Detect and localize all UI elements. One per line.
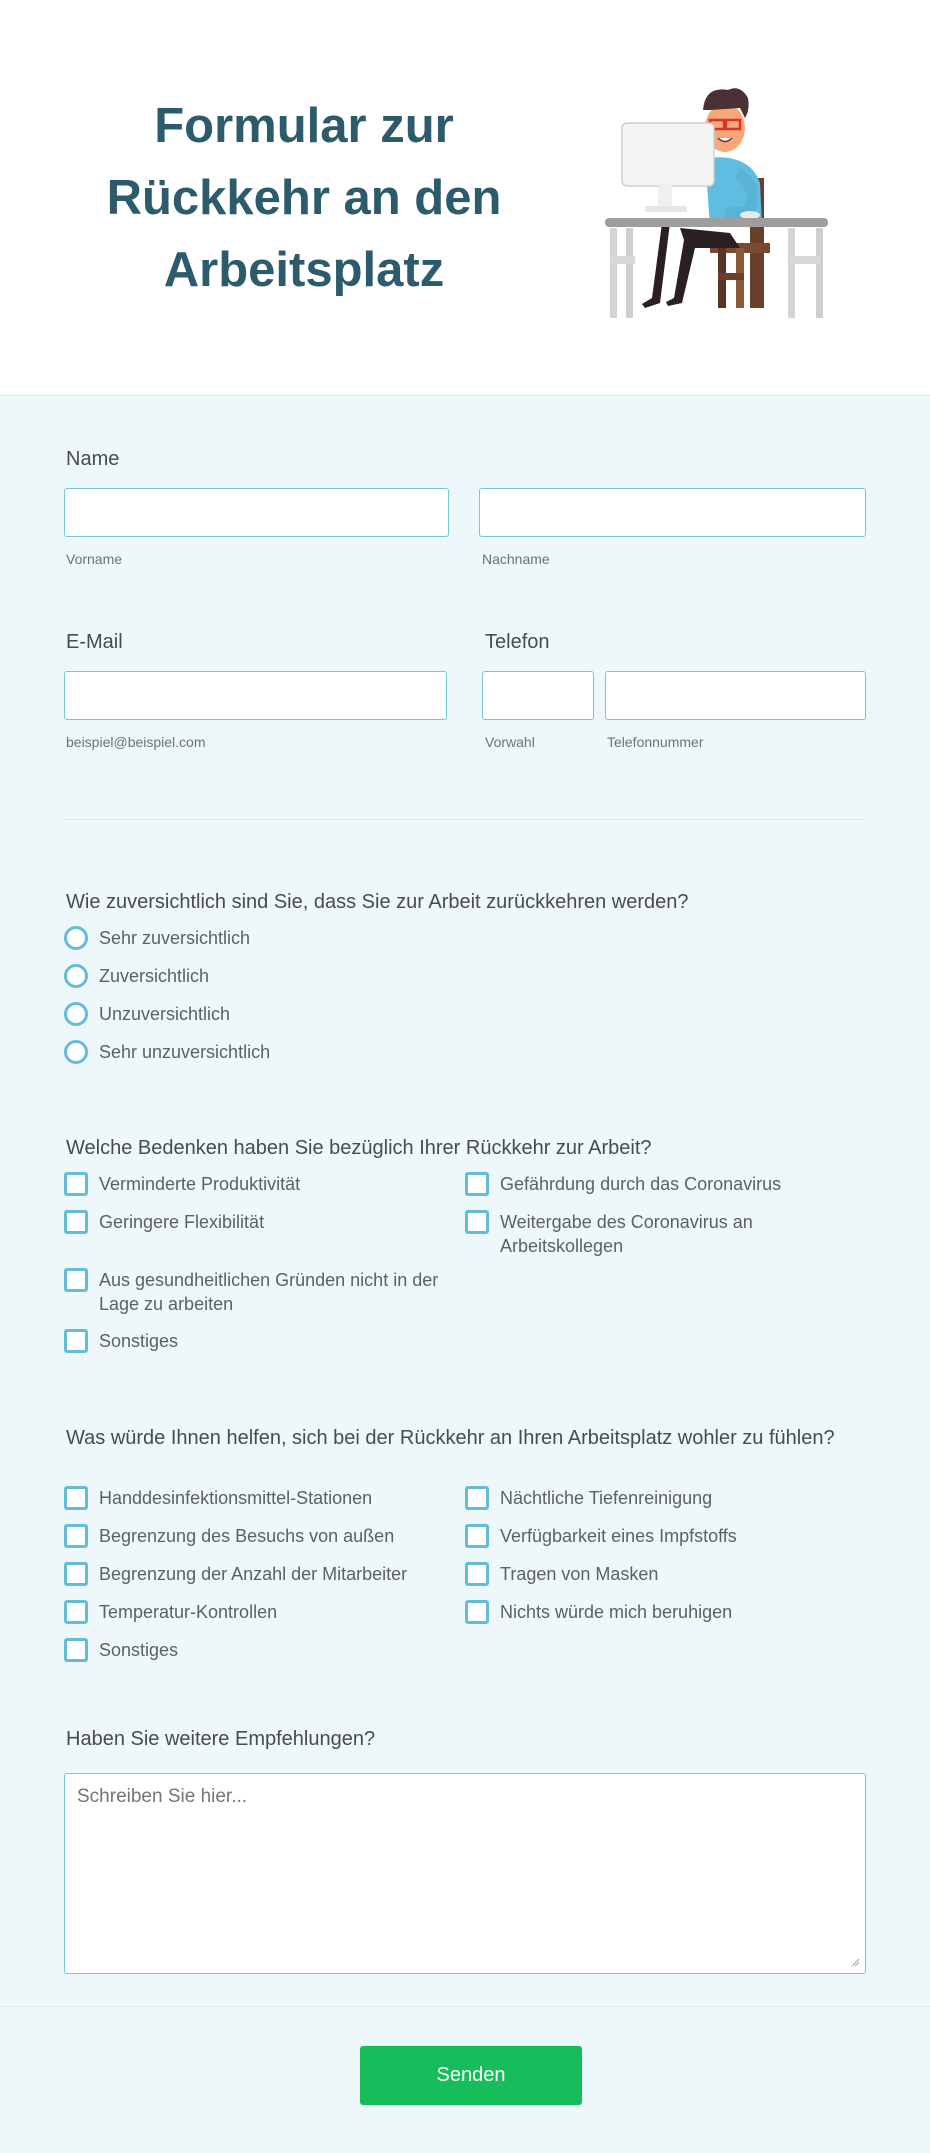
radio-button[interactable] bbox=[64, 926, 88, 950]
confidence-question-label: Wie zuversichtlich sind Sie, dass Sie zur Arbeit zurückkehren werden? bbox=[66, 891, 689, 913]
radio-option-zuversichtlich[interactable] bbox=[64, 964, 209, 988]
phone-number-input[interactable] bbox=[605, 671, 866, 720]
checkbox-option-label: Temperatur-Kontrollen bbox=[99, 1602, 278, 1622]
comfort-question-label: Was würde Ihnen helfen, sich bei der Rückkehr an Ihren Arbeitsplatz wohler zu fühlen? bbox=[66, 1427, 835, 1449]
section-divider bbox=[64, 819, 866, 820]
radio-button[interactable] bbox=[64, 964, 88, 988]
checkbox-option-label: Tragen von Masken bbox=[500, 1564, 659, 1584]
page-title: Formular zur Rückkehr an den Arbeitsplatz bbox=[106, 99, 502, 297]
checkbox[interactable] bbox=[64, 1524, 88, 1548]
checkbox-option-impfstoff[interactable] bbox=[465, 1524, 835, 1548]
resize-grip-icon[interactable] bbox=[850, 1957, 860, 1967]
recommendations-textarea[interactable] bbox=[64, 1773, 866, 1974]
radio-option-label: Unzuversichtlich bbox=[99, 1004, 231, 1024]
submit-button[interactable]: Senden bbox=[360, 2046, 582, 2105]
checkbox-option-label: Begrenzung des Besuchs von außen bbox=[99, 1526, 395, 1546]
checkbox-option-label: Begrenzung der Anzahl der Mitarbeiter bbox=[99, 1564, 408, 1584]
radio-button[interactable] bbox=[64, 1002, 88, 1026]
area-code-input[interactable] bbox=[482, 671, 594, 720]
checkbox-option-label: Verfügbarkeit eines Impfstoffs bbox=[500, 1526, 737, 1546]
radio-option-label: Sehr unzuversichtlich bbox=[99, 1042, 271, 1062]
checkbox-option-sonstiges-comfort[interactable] bbox=[64, 1638, 459, 1662]
concerns-question-label: Welche Bedenken haben Sie bezüglich Ihrer Rückkehr zur Arbeit? bbox=[66, 1137, 652, 1159]
footer-divider bbox=[0, 2006, 930, 2007]
checkbox[interactable] bbox=[465, 1524, 489, 1548]
checkbox-option-label: Nächtliche Tiefenreinigung bbox=[500, 1488, 713, 1508]
checkbox-option-temperatur-kontrollen[interactable] bbox=[64, 1600, 459, 1624]
checkbox-option-handdesinfektion[interactable] bbox=[64, 1486, 459, 1510]
checkbox[interactable] bbox=[64, 1329, 88, 1353]
checkbox-option-gefaehrdung-coronavirus[interactable] bbox=[465, 1172, 835, 1196]
checkbox-option-weitergabe-coronavirus[interactable] bbox=[465, 1210, 795, 1258]
radio-button[interactable] bbox=[64, 1040, 88, 1064]
checkbox-option-label: Sonstiges bbox=[99, 1331, 179, 1351]
checkbox-option-label: Sonstiges bbox=[99, 1640, 179, 1660]
name-label: Name bbox=[66, 448, 120, 470]
checkbox-option-label: Nichts würde mich beruhigen bbox=[500, 1602, 733, 1622]
checkbox-option-begrenzung-mitarbeiter[interactable] bbox=[64, 1562, 464, 1586]
radio-option-unzuversichtlich[interactable] bbox=[64, 1002, 230, 1026]
email-label: E-Mail bbox=[66, 631, 123, 653]
checkbox-option-gesundheitliche-gruende[interactable] bbox=[64, 1268, 454, 1316]
person-at-computer-illustration bbox=[600, 78, 840, 318]
checkbox[interactable] bbox=[64, 1562, 88, 1586]
checkbox-option-label: Handdesinfektionsmittel-Stationen bbox=[99, 1488, 373, 1508]
form-header bbox=[0, 0, 930, 396]
checkbox-option-masken[interactable] bbox=[465, 1562, 835, 1586]
checkbox[interactable] bbox=[465, 1172, 489, 1196]
checkbox-option-sonstiges[interactable] bbox=[64, 1329, 444, 1353]
email-input[interactable] bbox=[64, 671, 447, 720]
checkbox-option-label: Aus gesundheitlichen Gründen nicht in der Lage zu arbeiten bbox=[99, 1270, 439, 1314]
phone-label: Telefon bbox=[485, 631, 550, 653]
checkbox[interactable] bbox=[64, 1638, 88, 1662]
checkbox-option-label: Verminderte Produktivität bbox=[99, 1174, 301, 1194]
checkbox-option-label: Geringere Flexibilität bbox=[99, 1212, 265, 1232]
checkbox-option-label: Weitergabe des Coronavirus an Arbeitskollegen bbox=[500, 1212, 753, 1256]
checkbox[interactable] bbox=[465, 1486, 489, 1510]
checkbox-option-verminderte-produktivitaet[interactable] bbox=[64, 1172, 444, 1196]
last-name-sublabel: Nachname bbox=[482, 551, 550, 567]
checkbox-option-tiefenreinigung[interactable] bbox=[465, 1486, 835, 1510]
checkbox-option-begrenzung-besuch[interactable] bbox=[64, 1524, 459, 1548]
first-name-input[interactable] bbox=[64, 488, 449, 537]
checkbox-option-label: Gefährdung durch das Coronavirus bbox=[500, 1174, 782, 1194]
checkbox[interactable] bbox=[64, 1210, 88, 1234]
phone-number-sublabel: Telefonnummer bbox=[607, 734, 704, 750]
checkbox[interactable] bbox=[465, 1562, 489, 1586]
checkbox[interactable] bbox=[64, 1486, 88, 1510]
recommendations-label: Haben Sie weitere Empfehlungen? bbox=[66, 1728, 376, 1750]
checkbox-option-geringere-flexibilitaet[interactable] bbox=[64, 1210, 444, 1234]
radio-option-label: Zuversichtlich bbox=[99, 966, 210, 986]
radio-option-label: Sehr zuversichtlich bbox=[99, 928, 251, 948]
last-name-input[interactable] bbox=[479, 488, 866, 537]
email-sublabel: beispiel@beispiel.com bbox=[66, 734, 206, 750]
radio-option-sehr-unzuversichtlich[interactable] bbox=[64, 1040, 270, 1064]
checkbox[interactable] bbox=[465, 1600, 489, 1624]
checkbox[interactable] bbox=[64, 1268, 88, 1292]
first-name-sublabel: Vorname bbox=[66, 551, 123, 567]
checkbox[interactable] bbox=[64, 1172, 88, 1196]
area-code-sublabel: Vorwahl bbox=[485, 734, 535, 750]
checkbox-option-nichts[interactable] bbox=[465, 1600, 835, 1624]
radio-option-sehr-zuversichtlich[interactable] bbox=[64, 926, 250, 950]
return-to-work-form bbox=[0, 396, 930, 2153]
checkbox[interactable] bbox=[64, 1600, 88, 1624]
checkbox[interactable] bbox=[465, 1210, 489, 1234]
